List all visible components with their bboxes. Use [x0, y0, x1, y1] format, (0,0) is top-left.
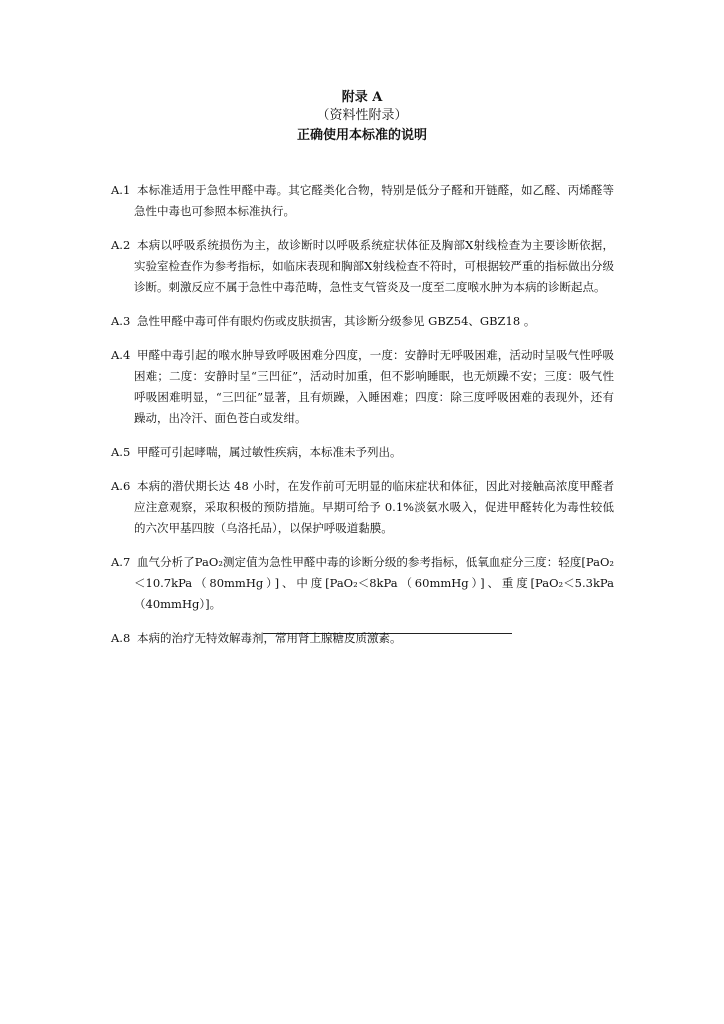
appendix-subtitle: （资料性附录） — [316, 108, 408, 123]
end-rule — [263, 633, 512, 634]
clause-number: A.1 — [111, 183, 131, 197]
clause-number: A.4 — [111, 348, 131, 362]
clause-list — [0, 180, 724, 662]
clause-text: 本病以呼吸系统损伤为主，故诊断时以呼吸系统症状体征及胸部X射线检查为主要诊断依据，实验室检查作为参考指标，如临床表现和胸部X射线检查不符时，可根据较严重的指标做出分级诊断。刺激反应不属于急性中毒范畴，急性支气管炎及一度至二度喉水肿为本病的诊断起点。 — [134, 238, 614, 294]
clause-number: A.7 — [111, 555, 131, 569]
clause-a1 — [0, 180, 724, 222]
clause-text: 急性甲醛中毒可伴有眼灼伤或皮肤损害，其诊断分级参见 GBZ54、GBZ18 。 — [137, 314, 536, 328]
clause-a2 — [0, 235, 724, 298]
clause-number: A.5 — [111, 445, 131, 459]
clause-a3 — [0, 311, 724, 332]
clause-number: A.2 — [111, 238, 131, 252]
appendix-heading: 正确使用本标准的说明 — [296, 128, 427, 143]
clause-number: A.8 — [111, 631, 131, 645]
clause-text: 甲醛可引起哮喘，属过敏性疾病，本标准未予列出。 — [137, 445, 402, 459]
clause-text: 本病的治疗无特效解毒剂，常用肾上腺糖皮质激素。 — [137, 631, 402, 645]
appendix-title: 附录 A — [341, 90, 383, 105]
clause-a7 — [0, 552, 724, 615]
clause-text: 本病的潜伏期长达 48 小时，在发作前可无明显的临床症状和体征，因此对接触高浓度甲醛者应注意观察，采取积极的预防措施。早期可给予 0.1%淡氨水吸入，促进甲醛转化为毒性较低的六次甲基四胺（乌洛托品），以保护呼吸道黏膜。 — [134, 479, 614, 535]
clause-number: A.6 — [111, 479, 131, 493]
clause-a6 — [0, 476, 724, 539]
clause-a4 — [0, 345, 724, 429]
clause-a8 — [0, 628, 724, 649]
clause-text: 甲醛中毒引起的喉水肿导致呼吸困难分四度，一度：安静时无呼吸困难，活动时呈吸气性呼吸困难；二度：安静时呈“三凹征”，活动时加重，但不影响睡眠，也无烦躁不安；三度：吸气性呼吸困难明显，“三凹征”显著，且有烦躁，入睡困难；四度：除三度呼吸困难的表现外，还有躁动，出冷汗、面色苍白或发绀。 — [134, 348, 614, 425]
clause-text: 血气分析了PaO₂测定值为急性甲醛中毒的诊断分级的参考指标，低氧血症分三度：轻度[PaO₂＜10.7kPa（80mmHg）]、中度[PaO₂＜8kPa（60mmHg）]、重度[PaO₂＜5.3kPa（40mmHg）]。 — [134, 555, 614, 611]
clause-text: 本标准适用于急性甲醛中毒。其它醛类化合物，特别是低分子醛和开链醛，如乙醛、丙烯醛等急性中毒也可参照本标准执行。 — [134, 183, 614, 218]
clause-a5 — [0, 442, 724, 463]
clause-number: A.3 — [111, 314, 131, 328]
